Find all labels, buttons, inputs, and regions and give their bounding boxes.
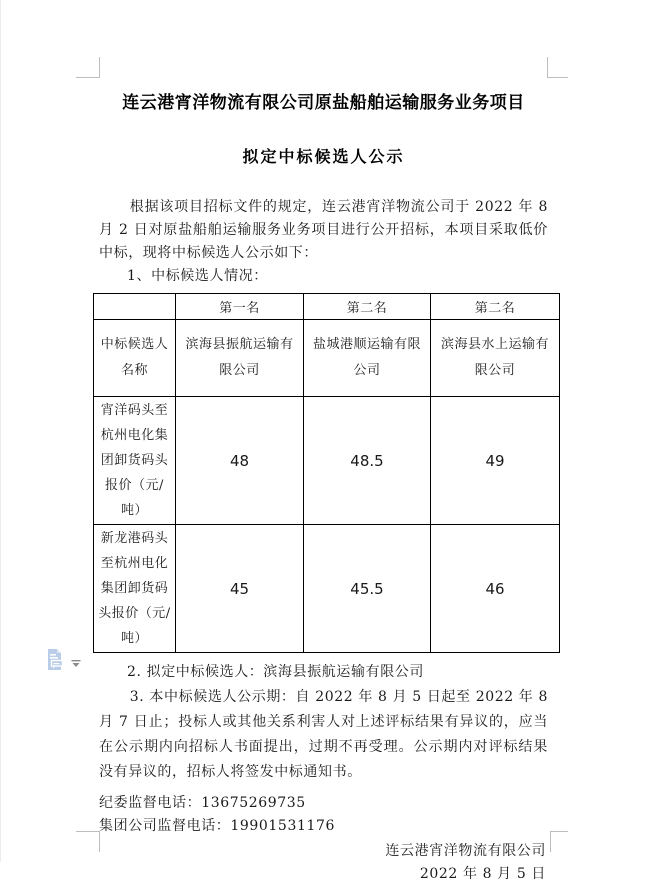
candidate-1-name: 滨海县振航运输有 限公司 bbox=[176, 320, 304, 397]
price2-candidate1: 45 bbox=[176, 525, 304, 653]
row-label-price-1: 宵洋码头至 杭州电化集 团卸货码头 报价（元/ 吨） bbox=[94, 397, 176, 525]
price1-candidate3: 49 bbox=[431, 397, 560, 525]
margin-crop-mark-top-right bbox=[547, 57, 568, 78]
candidate-2-name: 盐城港顺运输有限 公司 bbox=[304, 320, 431, 397]
signature-date: 2022 年 8 月 5 日 bbox=[419, 866, 546, 882]
row-label-price-2: 新龙港码头 至杭州电化 集团卸货码 头报价（元/ 吨） bbox=[94, 525, 176, 653]
candidate-names-row bbox=[94, 320, 560, 397]
document-body bbox=[99, 92, 548, 886]
list-item-3: 3. 本中标候选人公示期：自 2022 年 8 月 5 日起至 2022 年 8 月 7 日止；投标人或其他关系利害人对上述评标结果有异议的，应当在公示期内向招标人书面提出，过期不再受理。公示期内对评标结果没有异议的，招标人将签发中标通知书。 bbox=[99, 689, 548, 780]
signature-company: 连云港宵洋物流有限公司 bbox=[385, 843, 546, 859]
intro-paragraph: 根据该项目招标文件的规定，连云港宵洋物流公司于 2022 年 8 月 2 日对原盐船舶运输服务业务项目进行公开招标，本项目采取低价中标，现将中标候选人公示如下： bbox=[99, 199, 548, 261]
document-title-line1: 连云港宵洋物流有限公司原盐船舶运输服务业务项目 bbox=[122, 93, 525, 113]
row-label-candidate-name: 中标候选人 名称 bbox=[94, 320, 176, 397]
document-title-line2: 拟定中标候选人公示 bbox=[242, 147, 405, 166]
header-cell-first-place: 第一名 bbox=[176, 294, 304, 320]
price2-candidate3: 46 bbox=[431, 525, 560, 653]
price-row-xinlonggang-dock bbox=[94, 525, 560, 653]
price-row-xiaoyang-dock bbox=[94, 397, 560, 525]
margin-crop-mark-top-left bbox=[76, 57, 100, 78]
price2-candidate2: 45.5 bbox=[304, 525, 431, 653]
bid-candidates-table bbox=[93, 293, 560, 653]
group-supervision-phone: 集团公司监督电话：19901531176 bbox=[99, 818, 335, 834]
list-item-2: 2. 拟定中标候选人：滨海县振航运输有限公司 bbox=[127, 664, 425, 680]
header-cell-second-place: 第二名 bbox=[304, 294, 431, 320]
header-cell-third-place: 第二名 bbox=[431, 294, 560, 320]
price1-candidate2: 48.5 bbox=[304, 397, 431, 525]
price1-candidate1: 48 bbox=[176, 397, 304, 525]
margin-crop-mark-bottom-left bbox=[76, 831, 100, 852]
comment-annotation-icon[interactable] bbox=[47, 648, 67, 672]
table-header-row bbox=[94, 294, 560, 320]
margin-crop-mark-bottom-right bbox=[550, 831, 568, 852]
header-cell-blank bbox=[94, 294, 176, 320]
dropdown-caret-icon[interactable] bbox=[71, 653, 81, 661]
list-item-1: 1、中标候选人情况： bbox=[127, 268, 268, 284]
candidate-3-name: 滨海县水上运输有 限公司 bbox=[431, 320, 560, 397]
discipline-supervision-phone: 纪委监督电话：13675269735 bbox=[99, 795, 306, 811]
